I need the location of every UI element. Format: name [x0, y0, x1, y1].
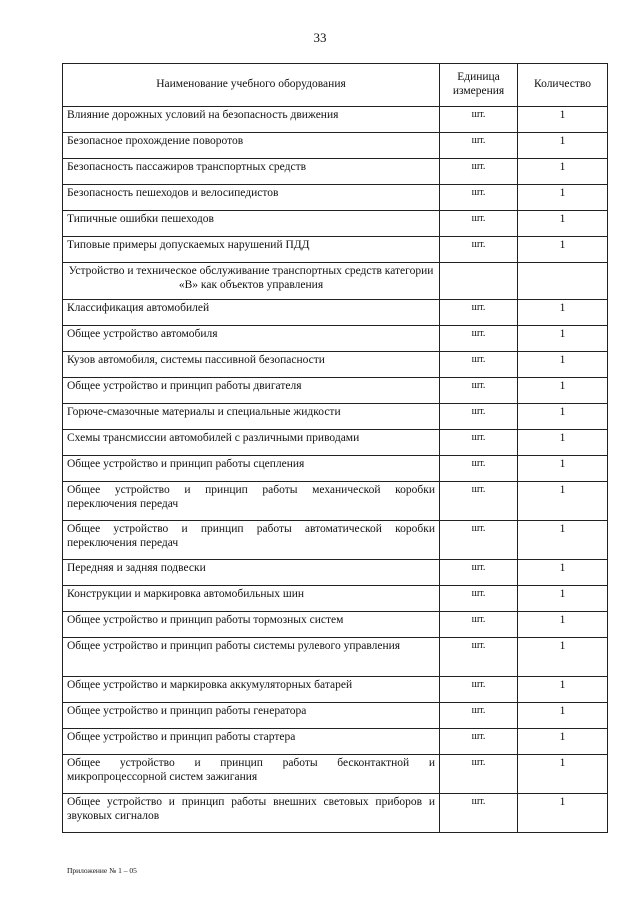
table-row	[63, 211, 608, 237]
cell-name: Безопасность пешеходов и велосипедистов	[63, 185, 440, 211]
header-name: Наименование учебного оборудования	[63, 64, 440, 107]
cell-quantity: 1	[518, 404, 608, 430]
cell-name: Общее устройство и принцип работы механической коробки переключения передач	[63, 482, 440, 521]
table-row	[63, 794, 608, 833]
table-row	[63, 378, 608, 404]
cell-name: Общее устройство автомобиля	[63, 326, 440, 352]
cell-name: Кузов автомобиля, системы пассивной безопасности	[63, 352, 440, 378]
cell-unit: шт.	[440, 107, 518, 133]
cell-quantity: 1	[518, 300, 608, 326]
cell-name: Классификация автомобилей	[63, 300, 440, 326]
cell-unit: шт.	[440, 237, 518, 263]
table-row	[63, 456, 608, 482]
cell-unit: шт.	[440, 521, 518, 560]
cell-unit	[440, 263, 518, 300]
cell-quantity: 1	[518, 794, 608, 833]
cell-unit: шт.	[440, 404, 518, 430]
page-number: 33	[313, 30, 327, 45]
cell-name: Общее устройство и принцип работы тормозных систем	[63, 612, 440, 638]
table-row	[63, 159, 608, 185]
cell-quantity: 1	[518, 430, 608, 456]
cell-name: Безопасное прохождение поворотов	[63, 133, 440, 159]
cell-quantity: 1	[518, 159, 608, 185]
cell-quantity: 1	[518, 185, 608, 211]
table-row	[63, 237, 608, 263]
cell-name: Передняя и задняя подвески	[63, 560, 440, 586]
cell-quantity: 1	[518, 638, 608, 677]
table-row	[63, 185, 608, 211]
cell-name: Схемы трансмиссии автомобилей с различными приводами	[63, 430, 440, 456]
cell-unit: шт.	[440, 430, 518, 456]
cell-quantity	[518, 263, 608, 300]
cell-quantity: 1	[518, 237, 608, 263]
cell-quantity: 1	[518, 755, 608, 794]
cell-quantity: 1	[518, 586, 608, 612]
table-row	[63, 638, 608, 677]
cell-name: Общее устройство и принцип работы двигателя	[63, 378, 440, 404]
table-row	[63, 677, 608, 703]
cell-name: Общее устройство и принцип работы системы рулевого управления	[63, 638, 440, 677]
cell-quantity: 1	[518, 456, 608, 482]
table-row	[63, 107, 608, 133]
cell-unit: шт.	[440, 703, 518, 729]
cell-unit: шт.	[440, 755, 518, 794]
cell-name: Общее устройство и принцип работы внешних световых приборов и звуковых сигналов	[63, 794, 440, 833]
table-row	[63, 612, 608, 638]
header-quantity: Количество	[518, 64, 608, 107]
cell-quantity: 1	[518, 703, 608, 729]
cell-quantity: 1	[518, 482, 608, 521]
cell-quantity: 1	[518, 521, 608, 560]
table-row	[63, 560, 608, 586]
cell-quantity: 1	[518, 729, 608, 755]
table-row	[63, 404, 608, 430]
cell-unit: шт.	[440, 352, 518, 378]
table-header-row	[63, 64, 608, 107]
cell-unit: шт.	[440, 482, 518, 521]
cell-name: Безопасность пассажиров транспортных средств	[63, 159, 440, 185]
cell-unit: шт.	[440, 300, 518, 326]
cell-name: Общее устройство и маркировка аккумуляторных батарей	[63, 677, 440, 703]
cell-name: Конструкции и маркировка автомобильных шин	[63, 586, 440, 612]
cell-quantity: 1	[518, 677, 608, 703]
cell-name: Устройство и техническое обслуживание транспортных средств категории «В» как объектов управления	[63, 263, 440, 300]
cell-unit: шт.	[440, 185, 518, 211]
cell-name: Общее устройство и принцип работы сцепления	[63, 456, 440, 482]
cell-unit: шт.	[440, 729, 518, 755]
table-row	[63, 521, 608, 560]
cell-quantity: 1	[518, 107, 608, 133]
cell-quantity: 1	[518, 326, 608, 352]
table-row	[63, 352, 608, 378]
table-row	[63, 586, 608, 612]
table-row	[63, 729, 608, 755]
table-row	[63, 133, 608, 159]
cell-unit: шт.	[440, 159, 518, 185]
cell-quantity: 1	[518, 352, 608, 378]
cell-unit: шт.	[440, 378, 518, 404]
cell-quantity: 1	[518, 211, 608, 237]
cell-name: Горюче-смазочные материалы и специальные жидкости	[63, 404, 440, 430]
table-row	[63, 430, 608, 456]
cell-quantity: 1	[518, 378, 608, 404]
table-row	[63, 755, 608, 794]
cell-unit: шт.	[440, 586, 518, 612]
cell-name: Типовые примеры допускаемых нарушений ПДД	[63, 237, 440, 263]
cell-name: Общее устройство и принцип работы автоматической коробки переключения передач	[63, 521, 440, 560]
cell-unit: шт.	[440, 326, 518, 352]
table-row	[63, 300, 608, 326]
cell-unit: шт.	[440, 560, 518, 586]
cell-name: Общее устройство и принцип работы генератора	[63, 703, 440, 729]
table-row	[63, 482, 608, 521]
cell-unit: шт.	[440, 211, 518, 237]
cell-unit: шт.	[440, 677, 518, 703]
equipment-table	[62, 63, 608, 833]
cell-name: Общее устройство и принцип работы бесконтактной и микропроцессорной систем зажигания	[63, 755, 440, 794]
cell-name: Общее устройство и принцип работы стартера	[63, 729, 440, 755]
header-unit: Единица измерения	[440, 64, 518, 107]
cell-unit: шт.	[440, 133, 518, 159]
cell-unit: шт.	[440, 638, 518, 677]
cell-quantity: 1	[518, 133, 608, 159]
section-row	[63, 263, 608, 300]
cell-quantity: 1	[518, 560, 608, 586]
cell-name: Типичные ошибки пешеходов	[63, 211, 440, 237]
cell-unit: шт.	[440, 612, 518, 638]
cell-name: Влияние дорожных условий на безопасность движения	[63, 107, 440, 133]
table-row	[63, 703, 608, 729]
cell-unit: шт.	[440, 794, 518, 833]
cell-unit: шт.	[440, 456, 518, 482]
table-row	[63, 326, 608, 352]
page-footer: Приложение № 1 – 05	[67, 866, 137, 875]
cell-quantity: 1	[518, 612, 608, 638]
